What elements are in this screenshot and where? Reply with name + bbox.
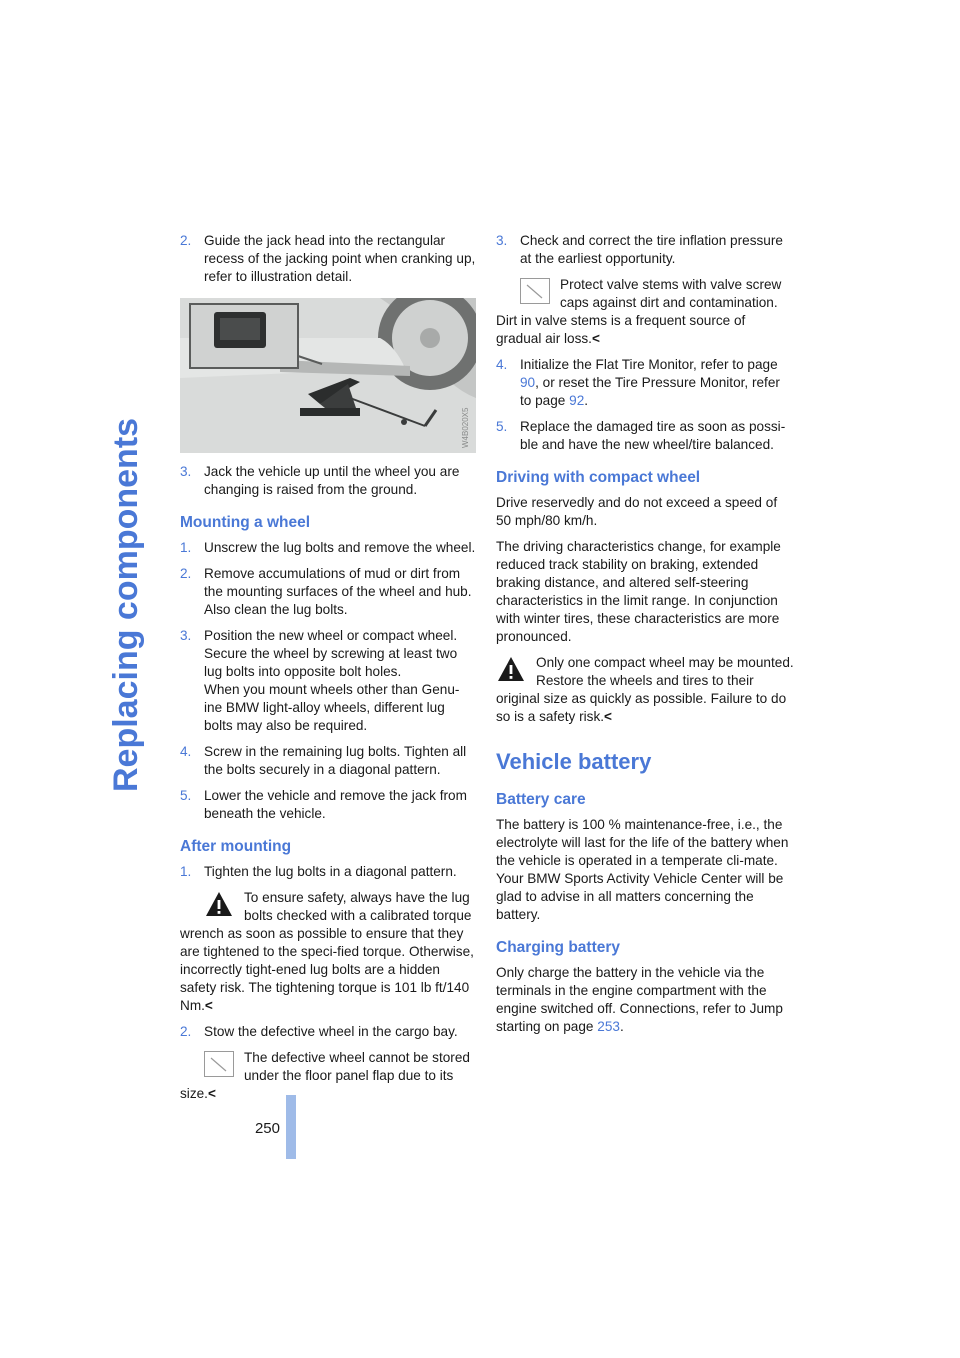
step-number: 3. [180, 628, 192, 643]
step-number: 4. [180, 744, 192, 759]
note-text: Protect valve stems with valve screw caps against dirt and contamination. Dirt in valve stems is a frequent source of gradual air loss. [496, 277, 782, 346]
step-text: Screw in the remaining lug bolts. Tighten all the bolts securely in a diagonal pattern. [204, 744, 467, 777]
jack-illustration-graphic [180, 298, 476, 453]
chapter-sidebar-title [102, 232, 150, 792]
compact-wheel-speed-text: Drive reservedly and do not exceed a speed of 50 mph/80 km/h. [496, 495, 778, 528]
mounting-step-1 [180, 539, 476, 557]
chapter-title-text: Replacing components [107, 417, 145, 792]
step-number: 3. [180, 464, 192, 479]
after-step-2 [180, 1023, 476, 1041]
tire-step-5 [496, 418, 794, 454]
battery-care-text: The battery is 100 % maintenance-free, i.e., the electrolyte will last for the life of the battery when the vehicle is operated in a temperate cli-mate. Your BMW Sports Activity Vehicle Center will be glad to advise in all matters concerning the battery. [496, 817, 789, 922]
step-number: 4. [496, 357, 508, 372]
step-number: 3. [496, 233, 508, 248]
page-link-92[interactable]: 92 [569, 393, 585, 408]
note-text: The defective wheel cannot be stored under the floor panel flap due to its size. [180, 1050, 470, 1101]
page-link-253[interactable]: 253 [597, 1019, 620, 1034]
step-text: Replace the damaged tire as soon as possi-ble and have the new wheel/tire balanced. [520, 419, 786, 452]
safety-warning-compact-wheel [496, 654, 794, 726]
mounting-step-4 [180, 743, 476, 779]
step-text: Jack the vehicle up until the wheel you are changing is raised from the ground. [204, 464, 460, 497]
charging-battery-heading: Charging battery [496, 939, 621, 956]
page-link-90[interactable]: 90 [520, 375, 536, 390]
end-mark: < [591, 331, 600, 346]
step-number: 5. [180, 788, 192, 803]
step-text: Tighten the lug bolts in a diagonal pattern. [204, 864, 457, 879]
after-mounting-heading: After mounting [180, 838, 292, 855]
figure-code: W4B020X5 [461, 407, 470, 448]
end-mark: < [207, 1086, 216, 1101]
charging-text-part: Only charge the battery in the vehicle via the terminals in the engine compartment with the engine switched off. Connections, refer to Jump starting on page [496, 965, 783, 1034]
mounting-step-2 [180, 565, 476, 619]
mounting-heading: Mounting a wheel [180, 514, 311, 531]
safety-warning-torque [180, 889, 476, 1015]
step-number: 1. [180, 864, 192, 879]
left-column [180, 232, 476, 1111]
jacking-illustration [180, 298, 476, 453]
step-extra-text: When you mount wheels other than Genu-ine BMW light-alloy wheels, different lug bolts may also be required. [204, 682, 460, 733]
note-valve-stems [496, 276, 794, 348]
page-number: 250 [254, 1120, 280, 1137]
warning-text: Only one compact wheel may be mounted. Restore the wheels and tires to their original size as quickly as possible. Failure to do so is a safety risk. [496, 655, 794, 724]
step-text [520, 356, 794, 410]
right-column [496, 232, 794, 1044]
jack-step-2 [180, 232, 476, 286]
after-step-1 [180, 863, 476, 881]
tire-step-4 [496, 356, 794, 410]
step-number: 2. [180, 566, 192, 581]
note-icon [520, 278, 550, 304]
step-text: Lower the vehicle and remove the jack from beneath the vehicle. [204, 788, 467, 821]
step-number: 2. [180, 1024, 192, 1039]
vehicle-battery-heading: Vehicle battery [496, 749, 652, 774]
step-text: Stow the defective wheel in the cargo bay. [204, 1024, 458, 1039]
step-text: Unscrew the lug bolts and remove the wheel. [204, 540, 476, 555]
end-mark: < [204, 998, 213, 1013]
note-defective-wheel [180, 1049, 476, 1103]
jack-step-3 [180, 463, 476, 499]
end-mark: < [604, 709, 612, 724]
step-text-part: , or reset the Tire Pressure Monitor, refer to page [520, 375, 780, 408]
step-text: Check and correct the tire inflation pressure at the earliest opportunity. [520, 233, 783, 266]
tire-step-3 [496, 232, 794, 268]
note-icon [204, 1051, 234, 1077]
battery-care-heading: Battery care [496, 791, 586, 808]
mounting-step-3 [180, 627, 476, 735]
compact-wheel-handling-text: The driving characteristics change, for example reduced track stability on braking, extended braking distance, and altered self-steering characteristics in the limit range. In conjunction with winter tires, these characteristics are more pronounced. [496, 539, 781, 644]
warning-triangle-icon [496, 656, 526, 682]
warning-text: To ensure safety, always have the lug bolts checked with a calibrated torque wrench as soon as possible to ensure that they are tightened to the speci-fied torque. Otherwise, incorrectly tight-ened lug bolts are a hidden safety risk. The tightening torque is 101 lb ft/140 Nm. [180, 890, 474, 1013]
step-text: Remove accumulations of mud or dirt from the mounting surfaces of the wheel and hub. Also clean the lug bolts. [204, 566, 472, 617]
step-text-part: . [584, 393, 589, 408]
mounting-step-5 [180, 787, 476, 823]
step-number: 1. [180, 540, 192, 555]
step-number: 2. [180, 233, 192, 248]
compact-wheel-heading: Driving with compact wheel [496, 469, 701, 486]
charging-battery-text [496, 964, 794, 1036]
step-text-part: Initialize the Flat Tire Monitor, refer to page [520, 357, 778, 372]
charging-text-part: . [619, 1019, 624, 1034]
step-number: 5. [496, 419, 508, 434]
step-text: Position the new wheel or compact wheel. Secure the wheel by screwing at least two lug bolts into opposite bolt holes. [204, 628, 458, 679]
warning-triangle-icon [204, 891, 234, 917]
step-text: Guide the jack head into the rectangular recess of the jacking point when cranking up, refer to illustration detail. [204, 233, 476, 284]
